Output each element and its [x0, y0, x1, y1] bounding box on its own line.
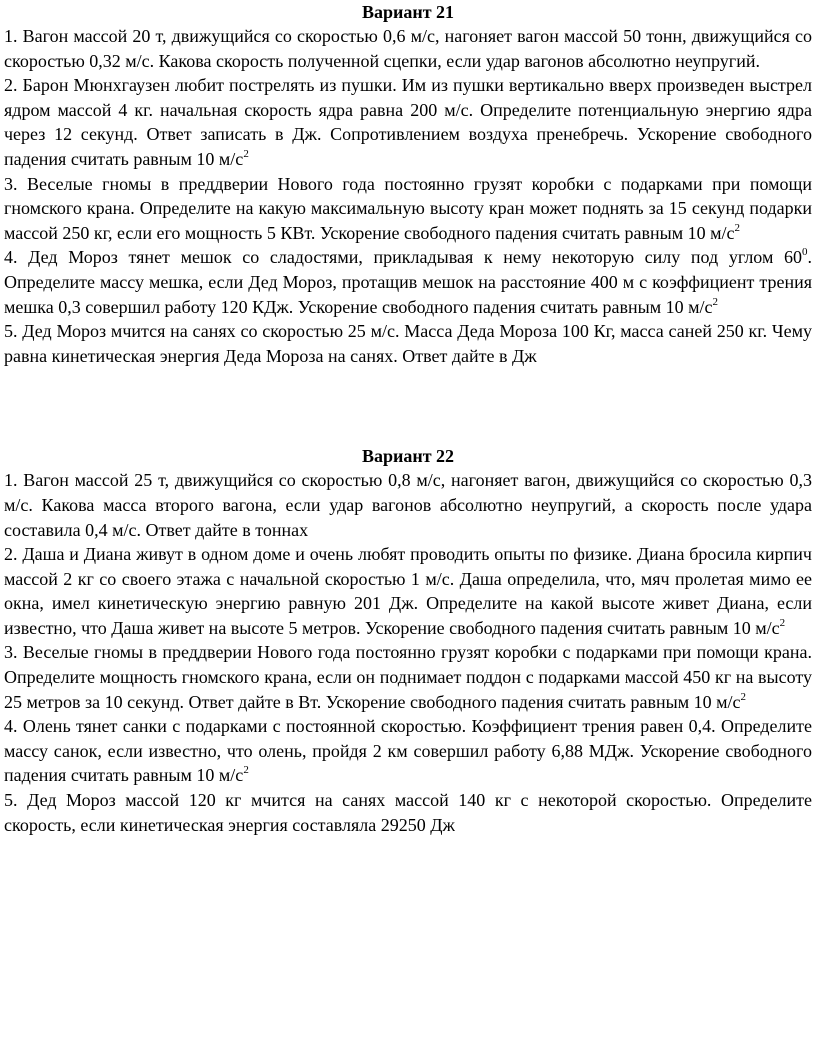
task-text: 2. Даша и Диана живут в одном доме и очень любят проводить опыты по физике. Диана бросила кирпич массой 2 кг со своего этажа с начальной скоростью 1 м/с. Даша определила, что, мяч пролетая мимо ее окна, имел кинетическую энергию равную 201 Дж. Определите на какой высоте живет Диана, если известно, что Даша живет на высоте 5 метров. Ускорение свободного падения считать равным 10 м/с	[4, 544, 812, 638]
task-item	[4, 542, 812, 640]
task-text-before: 4. Дед Мороз тянет мешок со сладостями, прикладывая к нему некоторую силу под углом 60	[4, 247, 802, 268]
task-text: 2. Барон Мюнхгаузен любит пострелять из пушки. Им из пушки вертикально вверх произведен выстрел ядром массой 4 кг. начальная скорость ядра равна 200 м/с. Определите потенциальную энергию ядра через 12 секунд. Ответ записать в Дж. Сопротивлением воздуха пренебречь. Ускорение свободного падения считать равным 10 м/с	[4, 75, 812, 169]
task-item	[4, 319, 812, 368]
superscript: 2	[243, 764, 249, 777]
task-item	[4, 172, 812, 246]
variant-title: Вариант 21	[361, 2, 455, 22]
superscript: 2	[740, 690, 746, 703]
task-text: 3. Веселые гномы в преддверии Нового года постоянно грузят коробки с подарками при помощи гномского крана. Определите на какую максимальную высоту кран может поднять за 15 секунд подарки массой 250 кг, если его мощность 5 КВт. Ускорение свободного падения считать равным 10 м/с	[4, 173, 812, 243]
task-item	[4, 788, 812, 837]
task-text: 3. Веселые гномы в преддверии Нового года постоянно грузят коробки с подарками при помощи крана. Определите мощность гномского крана, если он поднимает поддон с подарками массой 450 кг на высоту 25 метров за 10 секунд. Ответ дайте в Вт. Ускорение свободного падения считать равным 10 м/с	[4, 642, 812, 712]
task-text: 1. Вагон массой 25 т, движущийся со скоростью 0,8 м/с, нагоняет вагон, движущийся со скоростью 0,3 м/с. Какова масса второго вагона, если удар вагонов абсолютно неупругий, а скорость после удара составила 0,4 м/с. Ответ дайте в тоннах	[4, 470, 812, 540]
variant-21	[4, 0, 812, 368]
variant-22	[4, 444, 812, 837]
task-text: 5. Дед Мороз мчится на санях со скоростью 25 м/с. Масса Деда Мороза 100 Кг, масса саней 250 кг. Чему равна кинетическая энергия Деда Мороза на санях. Ответ дайте в Дж	[4, 321, 812, 366]
task-text: 4. Олень тянет санки с подарками с постоянной скоростью. Коэффициент трения равен 0,4. Определите массу санок, если известно, что олень, пройдя 2 км совершил работу 6,88 МДж. Ускорение свободного падения считать равным 10 м/с	[4, 716, 812, 786]
task-item	[4, 640, 812, 714]
superscript: 2	[243, 147, 249, 160]
variant-title: Вариант 22	[361, 446, 455, 467]
task-text: 5. Дед Мороз массой 120 кг мчится на санях массой 140 кг с некоторой скоростью. Определите скорость, если кинетическая энергия составляла 29250 Дж	[4, 790, 812, 835]
task-item	[4, 468, 812, 542]
superscript: 2	[712, 295, 718, 308]
task-item	[4, 73, 812, 171]
task-text: 1. Вагон массой 20 т, движущийся со скоростью 0,6 м/с, нагоняет вагон массой 50 тонн, движущийся со скоростью 0,32 м/с. Какова скорость полученной сцепки, если удар вагонов абсолютно неупругий.	[4, 26, 812, 71]
degree-superscript: 0	[802, 246, 808, 259]
task-item	[4, 714, 812, 788]
task-item	[4, 24, 812, 73]
task-text: . Определите массу мешка, если Дед Мороз, протащив мешок на расстояние 400 м с коэффициент трения мешка 0,3 совершил работу 120 КДж. Ускорение свободного падения считать равным 10 м/с	[4, 247, 812, 317]
task-item	[4, 245, 812, 319]
superscript: 2	[734, 221, 741, 234]
superscript: 2	[779, 616, 786, 629]
